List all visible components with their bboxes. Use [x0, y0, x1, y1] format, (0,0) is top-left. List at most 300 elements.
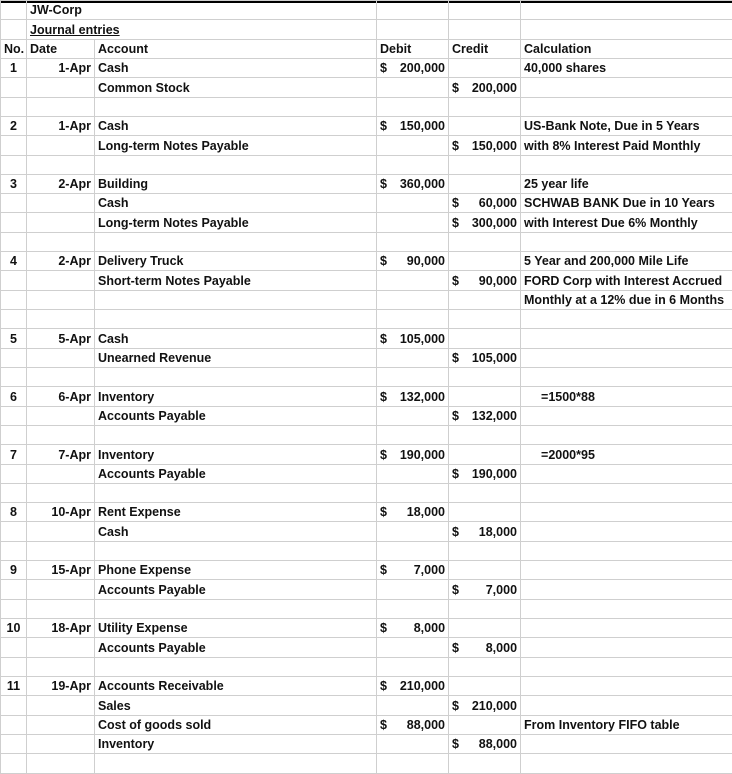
currency-symbol: $: [452, 138, 459, 153]
empty-cell: [449, 599, 521, 618]
currency-symbol: $: [380, 119, 387, 134]
calculation-note: with Interest Due 6% Monthly: [521, 213, 732, 232]
entry-number: [1, 213, 27, 232]
currency-symbol: $: [380, 61, 387, 76]
account-name: Inventory: [95, 387, 377, 406]
currency-symbol: $: [452, 698, 459, 713]
empty-cell: [27, 232, 95, 251]
header-debit: Debit: [377, 39, 449, 58]
calculation-note: [521, 580, 732, 599]
empty-cell: [1, 155, 27, 174]
currency-symbol: $: [380, 621, 387, 636]
journal-subtitle: Journal entries: [27, 20, 377, 39]
entry-number: [1, 580, 27, 599]
journal-line: [1, 78, 732, 97]
credit-cell: [449, 503, 521, 522]
entry-date: 19-Apr: [27, 676, 95, 695]
entry-date: 2-Apr: [27, 252, 95, 271]
header-account: Account: [95, 39, 377, 58]
debit-cell: [377, 522, 449, 541]
account-name: Inventory: [95, 734, 377, 753]
empty-cell: [377, 367, 449, 386]
debit-cell: [377, 696, 449, 715]
empty-cell: [27, 367, 95, 386]
entry-date: 18-Apr: [27, 619, 95, 638]
debit-cell: [377, 676, 449, 695]
spacer-row: [1, 425, 732, 444]
account-name: Accounts Payable: [95, 406, 377, 425]
currency-symbol: $: [452, 408, 459, 423]
debit-cell: [377, 174, 449, 193]
empty-cell: [27, 541, 95, 560]
empty-cell: [521, 232, 732, 251]
debit-cell: [377, 387, 449, 406]
entry-date: [27, 348, 95, 367]
debit-cell: [377, 619, 449, 638]
credit-cell: [449, 676, 521, 695]
calculation-note: [521, 561, 732, 580]
calculation-note: Monthly at a 12% due in 6 Months: [521, 290, 732, 309]
entry-date: [27, 580, 95, 599]
account-name: Delivery Truck: [95, 252, 377, 271]
debit-cell: [377, 58, 449, 77]
empty-cell: [1, 657, 27, 676]
calculation-note: =2000*95: [521, 445, 732, 464]
calculation-note: [521, 734, 732, 753]
currency-symbol: $: [452, 582, 459, 597]
empty-cell: [1, 483, 27, 502]
currency-symbol: $: [380, 389, 387, 404]
account-name: Phone Expense: [95, 561, 377, 580]
currency-symbol: $: [452, 215, 459, 230]
credit-cell-value: 150,000: [471, 138, 518, 153]
credit-cell-value: 190,000: [471, 466, 518, 481]
entry-date: 5-Apr: [27, 329, 95, 348]
currency-symbol: $: [380, 447, 387, 462]
account-name: Accounts Receivable: [95, 676, 377, 695]
credit-cell-value: 60,000: [478, 196, 518, 211]
entry-number: [1, 715, 27, 734]
entry-date: [27, 290, 95, 309]
account-name: Building: [95, 174, 377, 193]
entry-date: [27, 464, 95, 483]
debit-cell: [377, 464, 449, 483]
credit-cell: [449, 271, 521, 290]
calculation-note: [521, 329, 732, 348]
entry-date: [27, 715, 95, 734]
journal-line: [1, 406, 732, 425]
journal-line: [1, 464, 732, 483]
credit-cell: [449, 387, 521, 406]
header-date: Date: [27, 39, 95, 58]
entry-number: [1, 522, 27, 541]
credit-cell: [449, 252, 521, 271]
account-name: Utility Expense: [95, 619, 377, 638]
empty-cell: [449, 155, 521, 174]
entry-number: [1, 406, 27, 425]
account-name: Common Stock: [95, 78, 377, 97]
credit-cell: [449, 734, 521, 753]
entry-number: 10: [1, 619, 27, 638]
empty-cell: [521, 541, 732, 560]
empty-cell: [95, 657, 377, 676]
subtitle-row: [1, 20, 732, 39]
empty-cell: [377, 155, 449, 174]
journal-line: [1, 696, 732, 715]
debit-cell-value: 360,000: [399, 177, 446, 192]
entry-number: 7: [1, 445, 27, 464]
empty-cell: [95, 155, 377, 174]
credit-cell: [449, 348, 521, 367]
empty-cell: [1, 97, 27, 116]
currency-symbol: $: [380, 177, 387, 192]
account-name: Accounts Payable: [95, 464, 377, 483]
entry-number: [1, 194, 27, 213]
currency-symbol: $: [452, 80, 459, 95]
credit-cell-value: 132,000: [471, 408, 518, 423]
debit-cell: [377, 252, 449, 271]
entry-date: 1-Apr: [27, 58, 95, 77]
entry-number: [1, 290, 27, 309]
empty-cell: [1, 310, 27, 329]
empty-cell: [1, 367, 27, 386]
currency-symbol: $: [380, 679, 387, 694]
empty-cell: [521, 754, 732, 774]
credit-cell: [449, 561, 521, 580]
debit-cell: [377, 445, 449, 464]
debit-cell: [377, 271, 449, 290]
empty-cell: [449, 425, 521, 444]
journal-line: [1, 348, 732, 367]
currency-symbol: $: [380, 254, 387, 269]
account-name: Long-term Notes Payable: [95, 136, 377, 155]
debit-cell-value: 8,000: [413, 621, 446, 636]
journal-line: [1, 445, 732, 464]
credit-cell-value: 200,000: [471, 80, 518, 95]
journal-line: [1, 290, 732, 309]
calculation-note: 40,000 shares: [521, 58, 732, 77]
header-calculation: Calculation: [521, 39, 732, 58]
calculation-note: [521, 696, 732, 715]
empty-cell: [521, 599, 732, 618]
debit-cell-value: 7,000: [413, 563, 446, 578]
empty-cell: [1, 754, 27, 774]
currency-symbol: $: [452, 350, 459, 365]
debit-cell-value: 90,000: [406, 254, 446, 269]
debit-cell-value: 18,000: [406, 505, 446, 520]
empty-cell: [95, 97, 377, 116]
journal-line: [1, 174, 732, 193]
empty-cell: [521, 657, 732, 676]
journal-line: [1, 213, 732, 232]
currency-symbol: $: [380, 505, 387, 520]
entry-number: [1, 696, 27, 715]
entry-date: 1-Apr: [27, 116, 95, 135]
account-name: Rent Expense: [95, 503, 377, 522]
header-no: No.: [1, 39, 27, 58]
credit-cell: [449, 696, 521, 715]
empty-cell: [1, 599, 27, 618]
credit-cell: [449, 290, 521, 309]
currency-symbol: $: [452, 524, 459, 539]
entry-date: [27, 136, 95, 155]
entry-number: 5: [1, 329, 27, 348]
empty-cell: [377, 232, 449, 251]
journal-line: [1, 561, 732, 580]
empty-cell: [95, 483, 377, 502]
entry-number: [1, 271, 27, 290]
calculation-note: [521, 638, 732, 657]
empty-cell: [95, 599, 377, 618]
entry-number: 2: [1, 116, 27, 135]
entry-date: [27, 696, 95, 715]
calculation-note: [521, 78, 732, 97]
empty-cell: [449, 310, 521, 329]
spacer-row: [1, 754, 732, 774]
journal-line: [1, 676, 732, 695]
calculation-note: From Inventory FIFO table: [521, 715, 732, 734]
calculation-note: [521, 676, 732, 695]
account-name: Cash: [95, 58, 377, 77]
entry-date: [27, 194, 95, 213]
debit-cell: [377, 580, 449, 599]
calculation-note: [521, 503, 732, 522]
debit-cell-value: 190,000: [399, 447, 446, 462]
journal-line: [1, 503, 732, 522]
empty-cell: [27, 155, 95, 174]
calculation-note: [521, 464, 732, 483]
calculation-note: US-Bank Note, Due in 5 Years: [521, 116, 732, 135]
debit-cell-value: 210,000: [399, 679, 446, 694]
journal-line: [1, 638, 732, 657]
empty-cell: [521, 155, 732, 174]
debit-cell: [377, 638, 449, 657]
journal-line: [1, 271, 732, 290]
entry-date: [27, 406, 95, 425]
debit-cell-value: 150,000: [399, 119, 446, 134]
empty-cell: [449, 754, 521, 774]
debit-cell: [377, 329, 449, 348]
empty-cell: [27, 310, 95, 329]
empty-cell: [95, 367, 377, 386]
empty-cell: [521, 367, 732, 386]
calculation-note: [521, 348, 732, 367]
entry-number: [1, 464, 27, 483]
spacer-row: [1, 541, 732, 560]
spacer-row: [1, 232, 732, 251]
entry-number: 6: [1, 387, 27, 406]
entry-date: [27, 734, 95, 753]
credit-cell: [449, 522, 521, 541]
credit-cell: [449, 78, 521, 97]
journal-line: [1, 58, 732, 77]
account-name: Unearned Revenue: [95, 348, 377, 367]
calculation-note: [521, 522, 732, 541]
empty-cell: [377, 541, 449, 560]
spacer-row: [1, 599, 732, 618]
entry-date: 15-Apr: [27, 561, 95, 580]
entry-number: [1, 348, 27, 367]
entry-number: [1, 136, 27, 155]
debit-cell: [377, 503, 449, 522]
empty-cell: [95, 232, 377, 251]
empty-cell: [27, 483, 95, 502]
account-name: Accounts Payable: [95, 580, 377, 599]
account-name: Inventory: [95, 445, 377, 464]
credit-cell: [449, 174, 521, 193]
calculation-note: [521, 406, 732, 425]
credit-cell: [449, 464, 521, 483]
entry-number: 11: [1, 676, 27, 695]
empty-cell: [95, 754, 377, 774]
debit-cell: [377, 194, 449, 213]
empty-cell: [1, 425, 27, 444]
currency-symbol: $: [452, 640, 459, 655]
credit-cell: [449, 58, 521, 77]
debit-cell-value: 88,000: [406, 717, 446, 732]
entry-date: 7-Apr: [27, 445, 95, 464]
spacer-row: [1, 657, 732, 676]
debit-cell: [377, 290, 449, 309]
journal-line: [1, 619, 732, 638]
entry-date: 6-Apr: [27, 387, 95, 406]
empty-cell: [377, 657, 449, 676]
currency-symbol: $: [452, 466, 459, 481]
account-name: Cash: [95, 116, 377, 135]
credit-cell-value: 210,000: [471, 698, 518, 713]
empty-cell: [27, 97, 95, 116]
account-name: Sales: [95, 696, 377, 715]
spacer-row: [1, 97, 732, 116]
journal-line: [1, 116, 732, 135]
empty-cell: [377, 97, 449, 116]
empty-cell: [1, 541, 27, 560]
credit-cell: [449, 136, 521, 155]
spacer-row: [1, 367, 732, 386]
header-row: [1, 39, 732, 58]
company-name: JW-Corp: [27, 1, 377, 20]
account-name: Cash: [95, 522, 377, 541]
journal-line: [1, 715, 732, 734]
journal-line: [1, 329, 732, 348]
debit-cell: [377, 116, 449, 135]
empty-cell: [95, 310, 377, 329]
entry-number: 1: [1, 58, 27, 77]
journal-line: [1, 136, 732, 155]
journal-line: [1, 252, 732, 271]
entry-number: 4: [1, 252, 27, 271]
account-name: [95, 290, 377, 309]
empty-cell: [27, 425, 95, 444]
account-name: Accounts Payable: [95, 638, 377, 657]
empty-cell: [1, 232, 27, 251]
empty-cell: [95, 425, 377, 444]
debit-cell: [377, 213, 449, 232]
account-name: Cost of goods sold: [95, 715, 377, 734]
calculation-note: with 8% Interest Paid Monthly: [521, 136, 732, 155]
header-credit: Credit: [449, 39, 521, 58]
debit-cell: [377, 561, 449, 580]
currency-symbol: $: [452, 196, 459, 211]
calculation-note: FORD Corp with Interest Accrued: [521, 271, 732, 290]
empty-cell: [27, 657, 95, 676]
empty-cell: [377, 599, 449, 618]
credit-cell: [449, 580, 521, 599]
debit-cell: [377, 406, 449, 425]
entry-number: 9: [1, 561, 27, 580]
credit-cell-value: 18,000: [478, 524, 518, 539]
credit-cell-value: 105,000: [471, 350, 518, 365]
entry-number: [1, 78, 27, 97]
journal-line: [1, 522, 732, 541]
entry-date: [27, 522, 95, 541]
credit-cell: [449, 329, 521, 348]
debit-cell-value: 105,000: [399, 331, 446, 346]
empty-cell: [449, 232, 521, 251]
empty-cell: [377, 754, 449, 774]
empty-cell: [95, 541, 377, 560]
journal-line: [1, 734, 732, 753]
credit-cell: [449, 213, 521, 232]
account-name: Cash: [95, 194, 377, 213]
account-name: Long-term Notes Payable: [95, 213, 377, 232]
currency-symbol: $: [380, 717, 387, 732]
currency-symbol: $: [452, 273, 459, 288]
credit-cell-value: 8,000: [485, 640, 518, 655]
title-row: [1, 1, 732, 20]
empty-cell: [521, 310, 732, 329]
entry-date: 2-Apr: [27, 174, 95, 193]
credit-cell: [449, 715, 521, 734]
credit-cell-value: 88,000: [478, 737, 518, 752]
entry-date: [27, 78, 95, 97]
spacer-row: [1, 310, 732, 329]
empty-cell: [449, 541, 521, 560]
calculation-note: SCHWAB BANK Due in 10 Years: [521, 194, 732, 213]
credit-cell: [449, 406, 521, 425]
empty-cell: [449, 657, 521, 676]
currency-symbol: $: [452, 737, 459, 752]
debit-cell: [377, 734, 449, 753]
entry-date: 10-Apr: [27, 503, 95, 522]
empty-cell: [377, 483, 449, 502]
empty-cell: [377, 425, 449, 444]
debit-cell-value: 132,000: [399, 389, 446, 404]
spacer-row: [1, 155, 732, 174]
calculation-note: 5 Year and 200,000 Mile Life: [521, 252, 732, 271]
journal-line: [1, 387, 732, 406]
entry-number: [1, 638, 27, 657]
empty-cell: [449, 483, 521, 502]
journal-line: [1, 580, 732, 599]
debit-cell-value: 200,000: [399, 61, 446, 76]
debit-cell: [377, 78, 449, 97]
credit-cell: [449, 638, 521, 657]
credit-cell: [449, 194, 521, 213]
journal-line: [1, 194, 732, 213]
credit-cell: [449, 445, 521, 464]
calculation-note: =1500*88: [521, 387, 732, 406]
entry-number: 8: [1, 503, 27, 522]
empty-cell: [377, 310, 449, 329]
calculation-note: [521, 619, 732, 638]
currency-symbol: $: [380, 563, 387, 578]
account-name: Short-term Notes Payable: [95, 271, 377, 290]
empty-cell: [521, 97, 732, 116]
empty-cell: [449, 97, 521, 116]
empty-cell: [27, 599, 95, 618]
account-name: Cash: [95, 329, 377, 348]
